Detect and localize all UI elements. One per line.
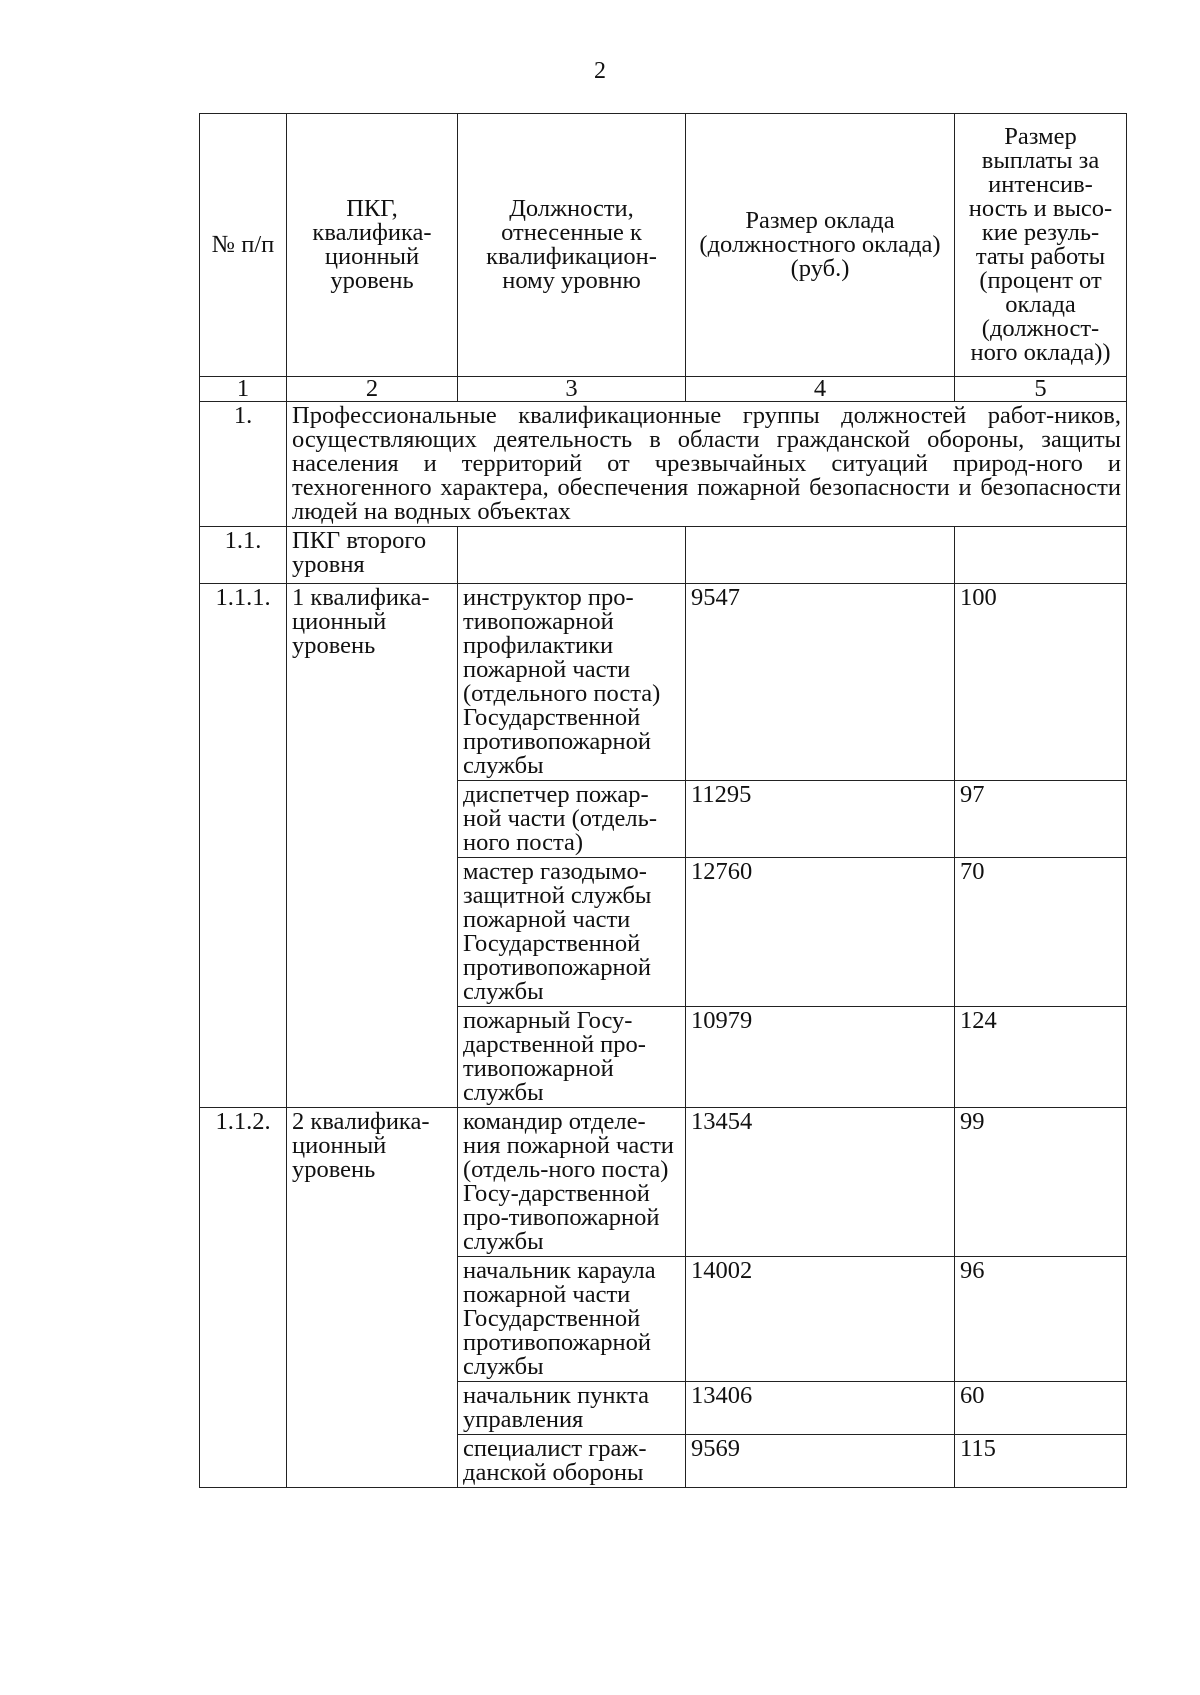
salary-value: 13406 xyxy=(686,1382,955,1435)
column-number: 4 xyxy=(686,377,955,402)
bonus-value: 60 xyxy=(955,1382,1127,1435)
empty-cell xyxy=(458,527,686,584)
bonus-value: 100 xyxy=(955,584,1127,781)
salary-value: 11295 xyxy=(686,781,955,858)
position-name: пожарный Госу-дарственной про-тивопожарной службы xyxy=(458,1007,686,1108)
group-number: 1. xyxy=(200,402,287,527)
salary-value: 13454 xyxy=(686,1108,955,1257)
pkg-title: ПКГ второго уровня xyxy=(287,527,458,584)
level-title: 2 квалифика-ционный уровень xyxy=(287,1108,458,1488)
position-name: начальник караула пожарной части Государственной противопожарной службы xyxy=(458,1257,686,1382)
salary-value: 9547 xyxy=(686,584,955,781)
position-name: мастер газодымо-защитной службы пожарной части Государственной противопожарной службы xyxy=(458,858,686,1007)
header-pkg: ПКГ, квалифика-ционный уровень xyxy=(287,114,458,377)
bonus-value: 96 xyxy=(955,1257,1127,1382)
group-row xyxy=(200,402,1127,527)
salary-table xyxy=(199,113,1127,1488)
header-salary: Размер оклада (должностного оклада) (руб.) xyxy=(686,114,955,377)
salary-value: 9569 xyxy=(686,1435,955,1488)
pkg-row xyxy=(200,527,1127,584)
position-name: начальник пункта управления xyxy=(458,1382,686,1435)
level-number: 1.1.1. xyxy=(200,584,287,1108)
level-number: 1.1.2. xyxy=(200,1108,287,1488)
bonus-value: 99 xyxy=(955,1108,1127,1257)
header-row xyxy=(200,114,1127,377)
salary-value: 10979 xyxy=(686,1007,955,1108)
header-positions: Должности, отнесенные к квалификацион-ному уровню xyxy=(458,114,686,377)
bonus-value: 124 xyxy=(955,1007,1127,1108)
level-title: 1 квалифика-ционный уровень xyxy=(287,584,458,1108)
position-name: специалист граж-данской обороны xyxy=(458,1435,686,1488)
table-row xyxy=(200,1108,1127,1257)
group-title: Профессиональные квалификационные группы должностей работ-ников, осуществляющих деятельность в области гражданской обороны, защиты населения и территорий от чрезвычайных ситуаций природ-ного и техногенного характера, обеспечения пожарной безопасности и безопасности людей на водных объектах xyxy=(287,402,1127,527)
bonus-value: 115 xyxy=(955,1435,1127,1488)
column-number: 5 xyxy=(955,377,1127,402)
position-name: командир отделе-ния пожарной части (отдель-ного поста) Госу-дарственной про-тивопожарной службы xyxy=(458,1108,686,1257)
table-row xyxy=(200,584,1127,781)
pkg-number: 1.1. xyxy=(200,527,287,584)
position-name: инструктор про-тивопожарной профилактики пожарной части (отдельного поста) Государственной противопожарной службы xyxy=(458,584,686,781)
salary-value: 14002 xyxy=(686,1257,955,1382)
empty-cell xyxy=(686,527,955,584)
column-number: 3 xyxy=(458,377,686,402)
empty-cell xyxy=(955,527,1127,584)
header-number: № п/п xyxy=(200,114,287,377)
column-number: 2 xyxy=(287,377,458,402)
salary-value: 12760 xyxy=(686,858,955,1007)
header-bonus: Размер выплаты за интенсив-ность и высо-кие резуль-таты работы (процент от оклада (должност-ного оклада)) xyxy=(955,114,1127,377)
position-name: диспетчер пожар-ной части (отдель-ного поста) xyxy=(458,781,686,858)
column-number: 1 xyxy=(200,377,287,402)
bonus-value: 97 xyxy=(955,781,1127,858)
page-number: 2 xyxy=(594,58,606,84)
bonus-value: 70 xyxy=(955,858,1127,1007)
column-number-row xyxy=(200,377,1127,402)
